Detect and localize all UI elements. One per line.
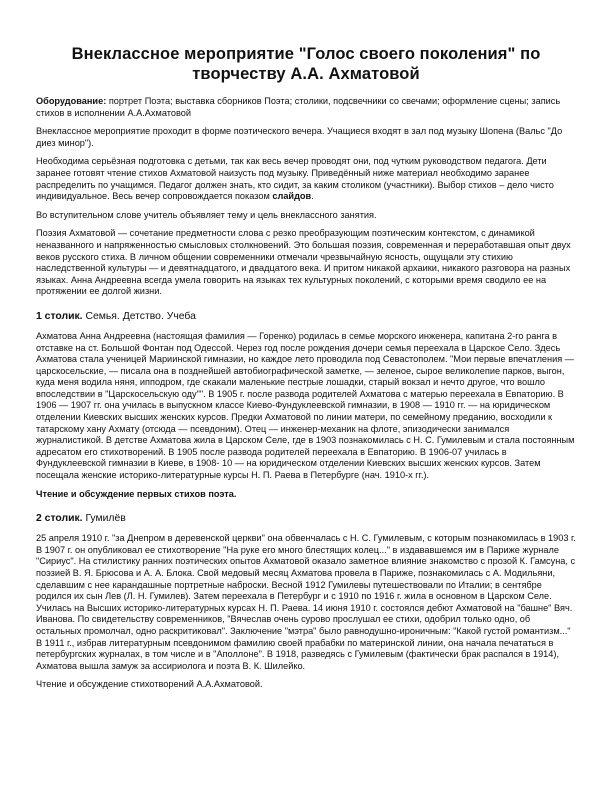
section-1-title: Семья. Детство. Учеба [82, 310, 196, 322]
section-2-body: 25 апреля 1910 г. "за Днепром в деревенской церкви" она обвенчалась с Н. С. Гумилевым, с которым познакомилась в 1903 г. В 1907 г. он опубликовал ее стихотворение "На руке его много блестящих колец..." в издававшемся им в Париже журнале "Сириус". На стилистику ранних поэтических опытов Ахматовой оказало заметное влияние знакомство с прозой К. Гамсуна, с поэзией В. Я. Брюсова и А. А. Блока. Свой медовый месяц Ахматова провела в Париже, познакомилась с А. Модильяни, сделавшим с нее карандашные портретные наброски. Весной 1912 Гумилевы путешествовали по Италии; в сентябре родился их сын Лев (Л. Н. Гумилев). Затем переехала в Петербург и с 1910 по 1916 г. жила в основном в Царском Селе. Училась на Высших историко-литературных курсах Н. П. Раева. 14 июня 1910 г. состоялся дебют Ахматовой на "башне" Вяч. Иванова. По свидетельству современников, "Вячеслав очень сурово прослушал ее стихи, одобрил только одно, об остальных промолчал, одно раскритиковал". Заключение "мэтра" было равнодушно-ироничным: "Какой густой романтизм..." В 1911 г., избрав литературным псевдонимом фамилию своей прабабки по материнской линии, она начала печататься в петербургских журналах, в том числе и в "Аполлоне". В 1918, разведясь с Гумилевым (фактически брак распался в 1914), Ахматова вышла замуж за ассириолога и поэта В. К. Шилейко. [36, 533, 576, 671]
section-2-heading [36, 512, 576, 525]
preparation-tail: . [311, 191, 314, 202]
section-1-number: 1 столик. [36, 310, 83, 322]
section-2-number: 2 столик. [36, 513, 83, 525]
section-1-discussion: Чтение и обсуждение первых стихов поэта. [36, 488, 237, 499]
section-2-title: Гумилёв [82, 513, 126, 525]
section-1-body: Ахматова Анна Андреевна (настоящая фамилия — Горенко) родилась в семье морского инженера, капитана 2-го ранга в отставке на ст. Большой Фонтан под Одессой. Через год после рождения дочери семья переехала в Царское Село. Здесь Ахматова стала ученицей Мариинской гимназии, но каждое лето проводила под Севастополем. "Мои первые впечатления — царскосельские, — писала она в позднейшей автобиографической заметке, — зеленое, сырое великолепие парков, выгон, куда меня водила няня, ипподром, где скакали маленькие пестрые лошадки, старый вокзал и нечто другое, что вошло впоследствии в "Царскосельскую оду"". В 1905 г. после развода родителей Ахматова с матерью переехала в Евпаторию. В 1906 — 1907 гг. она училась в выпускном классе Киево-Фундуклеевской гимназии, в 1908 — 1910 гг. — на юридическом отделении Киевских высших женских курсов. Предки Ахматовой по линии матери, по семейному преданию, восходили к татарскому хану Ахмату (отсюда — псевдоним). Отец — инженер-механик на флоте, эпизодически занимался журналистикой. В детстве Ахматова жила в Царском Селе, где в 1903 познакомилась с Н. С. Гумилевым и стала постоянным адресатом его стихотворений. В 1905 после развода родителей переехала в Евпаторию. В 1906-07 училась в Фундуклеевской гимназии в Киеве, в 1908- 10 — на юридическом отделении Киевских высших женских курсов. Затем посещала женские историко-литературные курсы Н. П. Раева в Петербурге (нач. 1910-х гг.). [36, 330, 575, 481]
intro-paragraph: Внеклассное мероприятие проходит в форме поэтического вечера. Учащиеся входят в зал под музыку Шопена (Вальс "До диез минор"). [36, 126, 563, 148]
poetry-paragraph: Поэзия Ахматовой — сочетание предметности слова с резко преобразующим поэтическим контекстом, с динамикой неназванного и напряженностью смысловых столкновений. Это большая поэзия, современная и переработавшая опыт двух веков русского стиха. В личном общении современники отмечали чрезвычайную ясность, ощущали эту стихию наследственной культуры — и девятнадцатого, и двадцатого века. И притом никакой архаики, никакого разговора на разных языках. Анна Андреевна всегда умела говорить на языках тех культурных поколений, с которыми время сводило ее на протяжении ее долгой жизни. [36, 228, 571, 297]
equipment-text: портрет Поэта; выставка сборников Поэта; столики, подсвечники со свечами; оформление сцены; запись стихов в исполнении А.А.Ахматовой [36, 96, 561, 118]
preparation-paragraph [36, 156, 576, 202]
section-2-discussion: Чтение и обсуждение стихотворений А.А.Ахматовой. [36, 679, 263, 690]
preparation-text: Необходима серьёзная подготовка с детьми, так как весь вечер проводят они, под чутким руководством педагога. Дети заранее готовят чтение стихов Ахматовой наизусть под музыку. Приведённый ниже материал необходимо заранее распределить по учащимся. Педагог должен знать, кто сидит, за каким столиком (участники). Выбор стихов – дело чисто индивидуальное. Весь вечер сопровождается показом [36, 156, 554, 202]
opening-paragraph: Во вступительном слове учитель объявляет тему и цель внеклассного занятия. [36, 209, 377, 220]
section-1-heading [36, 310, 576, 323]
equipment-paragraph [36, 96, 576, 119]
page-title: Внеклассное мероприятие "Голос своего поколения" по творчеству А.А. Ахматовой [71, 45, 541, 83]
slides-word: слайдов [272, 191, 312, 202]
equipment-label: Оборудование: [36, 96, 107, 106]
